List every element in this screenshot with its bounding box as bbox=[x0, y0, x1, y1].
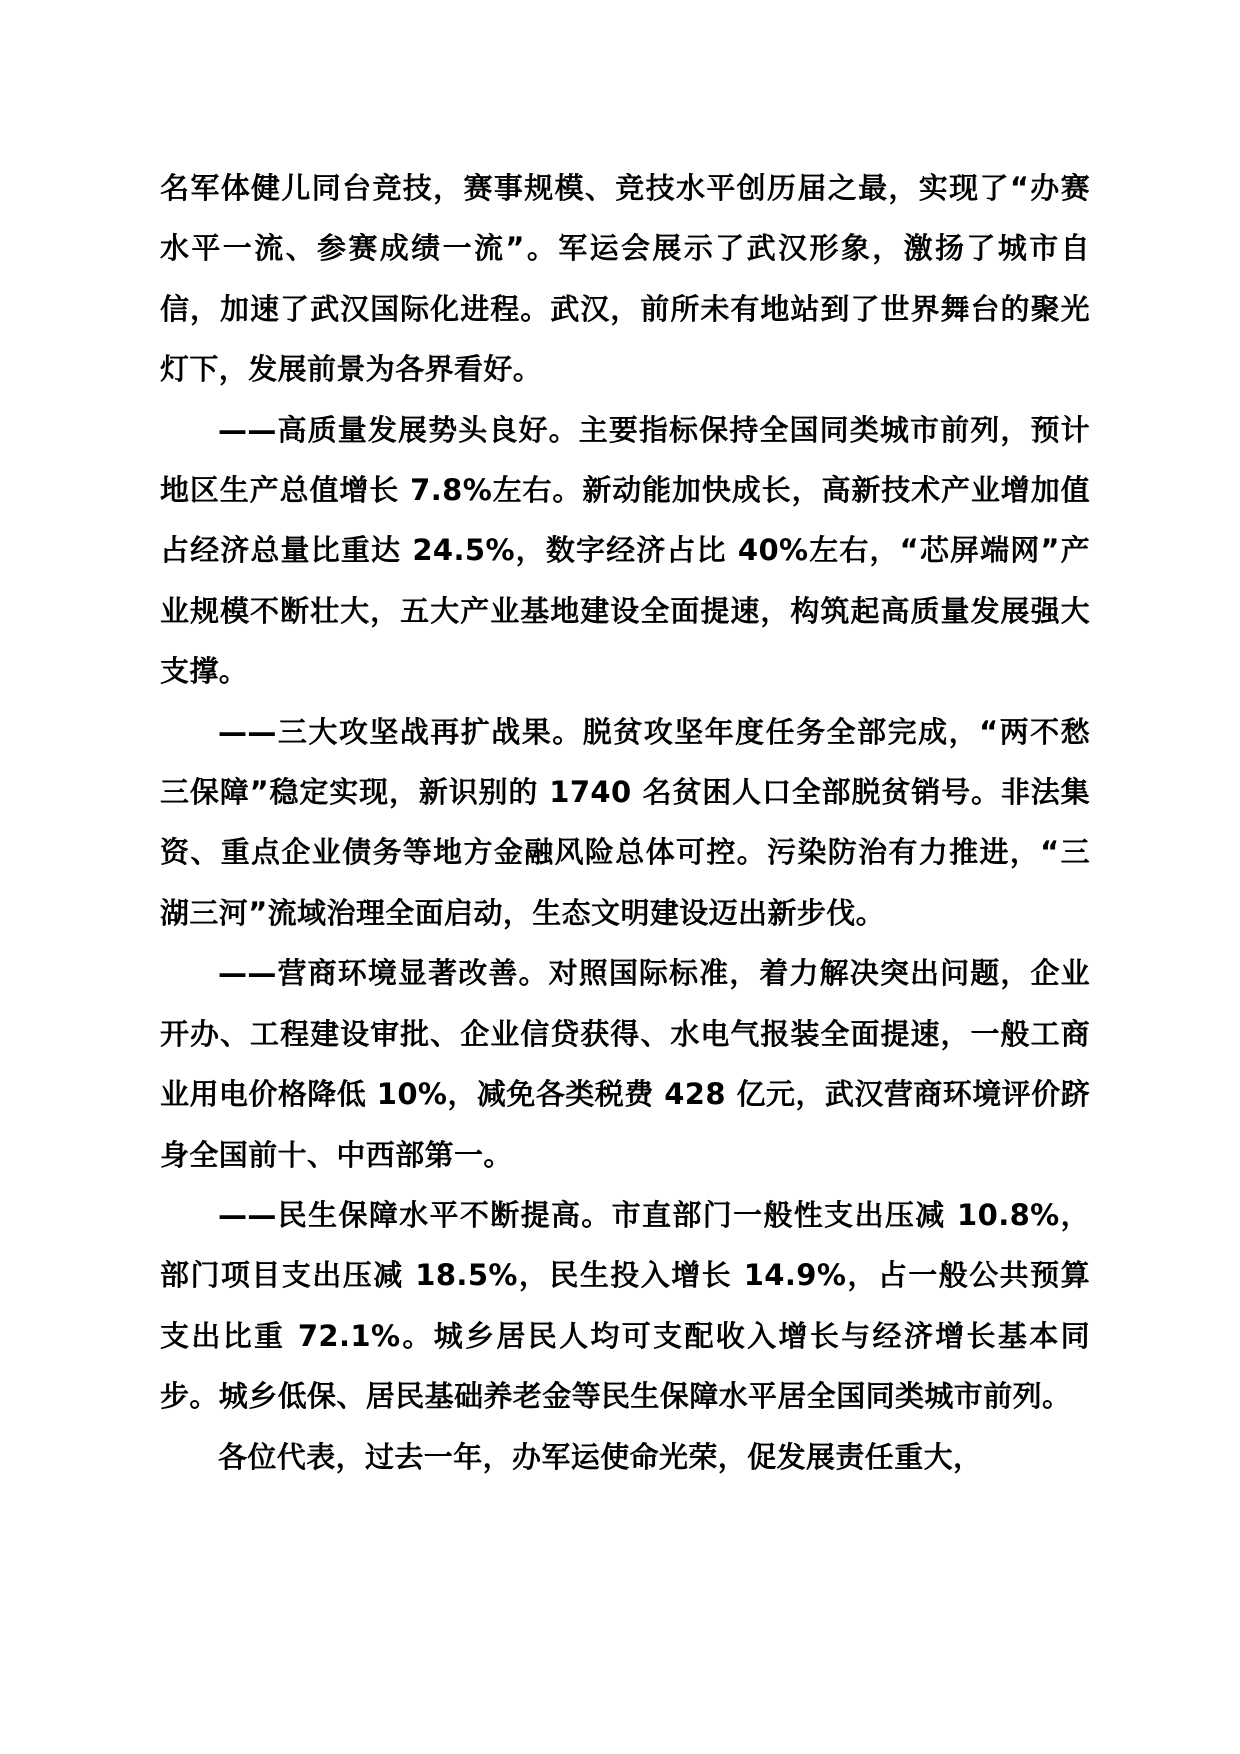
paragraph-three-battles: ——三大攻坚战再扩战果。脱贫攻坚年度任务全部完成，“两不愁三保障”稳定实现，新识别的 1740 名贫困人口全部脱贫销号。非法集资、重点企业债务等地方金融风险总体可控。污染防治有力推进，“三湖三河”流域治理全面启动，生态文明建设迈出新步伐。 bbox=[160, 714, 1090, 930]
paragraph-continuation: 名军体健儿同台竞技，赛事规模、竞技水平创历届之最，实现了“办赛水平一流、参赛成绩一流”。军运会展示了武汉形象，激扬了城市自信，加速了武汉国际化进程。武汉，前所未有地站到了世界舞台的聚光灯下，发展前景为各界看好。 bbox=[160, 171, 1090, 387]
paragraph-representatives: 各位代表，过去一年，办军运使命光荣，促发展责任重大， bbox=[218, 1439, 983, 1474]
document-body bbox=[160, 158, 1090, 1487]
paragraph-high-quality-development: ——高质量发展势头良好。主要指标保持全国同类城市前列，预计地区生产总值增长 7.8%左右。新动能加快成长，高新技术产业增加值占经济总量比重达 24.5%，数字经济占比 40%左右，“芯屏端网”产业规模不断壮大，五大产业基地建设全面提速，构筑起高质量发展强大支撑。 bbox=[160, 412, 1090, 689]
paragraph-business-environment: ——营商环境显著改善。对照国际标准，着力解决突出问题，企业开办、工程建设审批、企业信贷获得、水电气报装全面提速，一般工商业用电价格降低 10%，减免各类税费 428 亿元，武汉营商环境评价跻身全国前十、中西部第一。 bbox=[160, 956, 1090, 1172]
paragraph-livelihood: ——民生保障水平不断提高。市直部门一般性支出压减 10.8%，部门项目支出压减 18.5%，民生投入增长 14.9%，占一般公共预算支出比重 72.1%。城乡居民人均可支配收入增长与经济增长基本同步。城乡低保、居民基础养老金等民生保障水平居全国同类城市前列。 bbox=[160, 1197, 1090, 1414]
